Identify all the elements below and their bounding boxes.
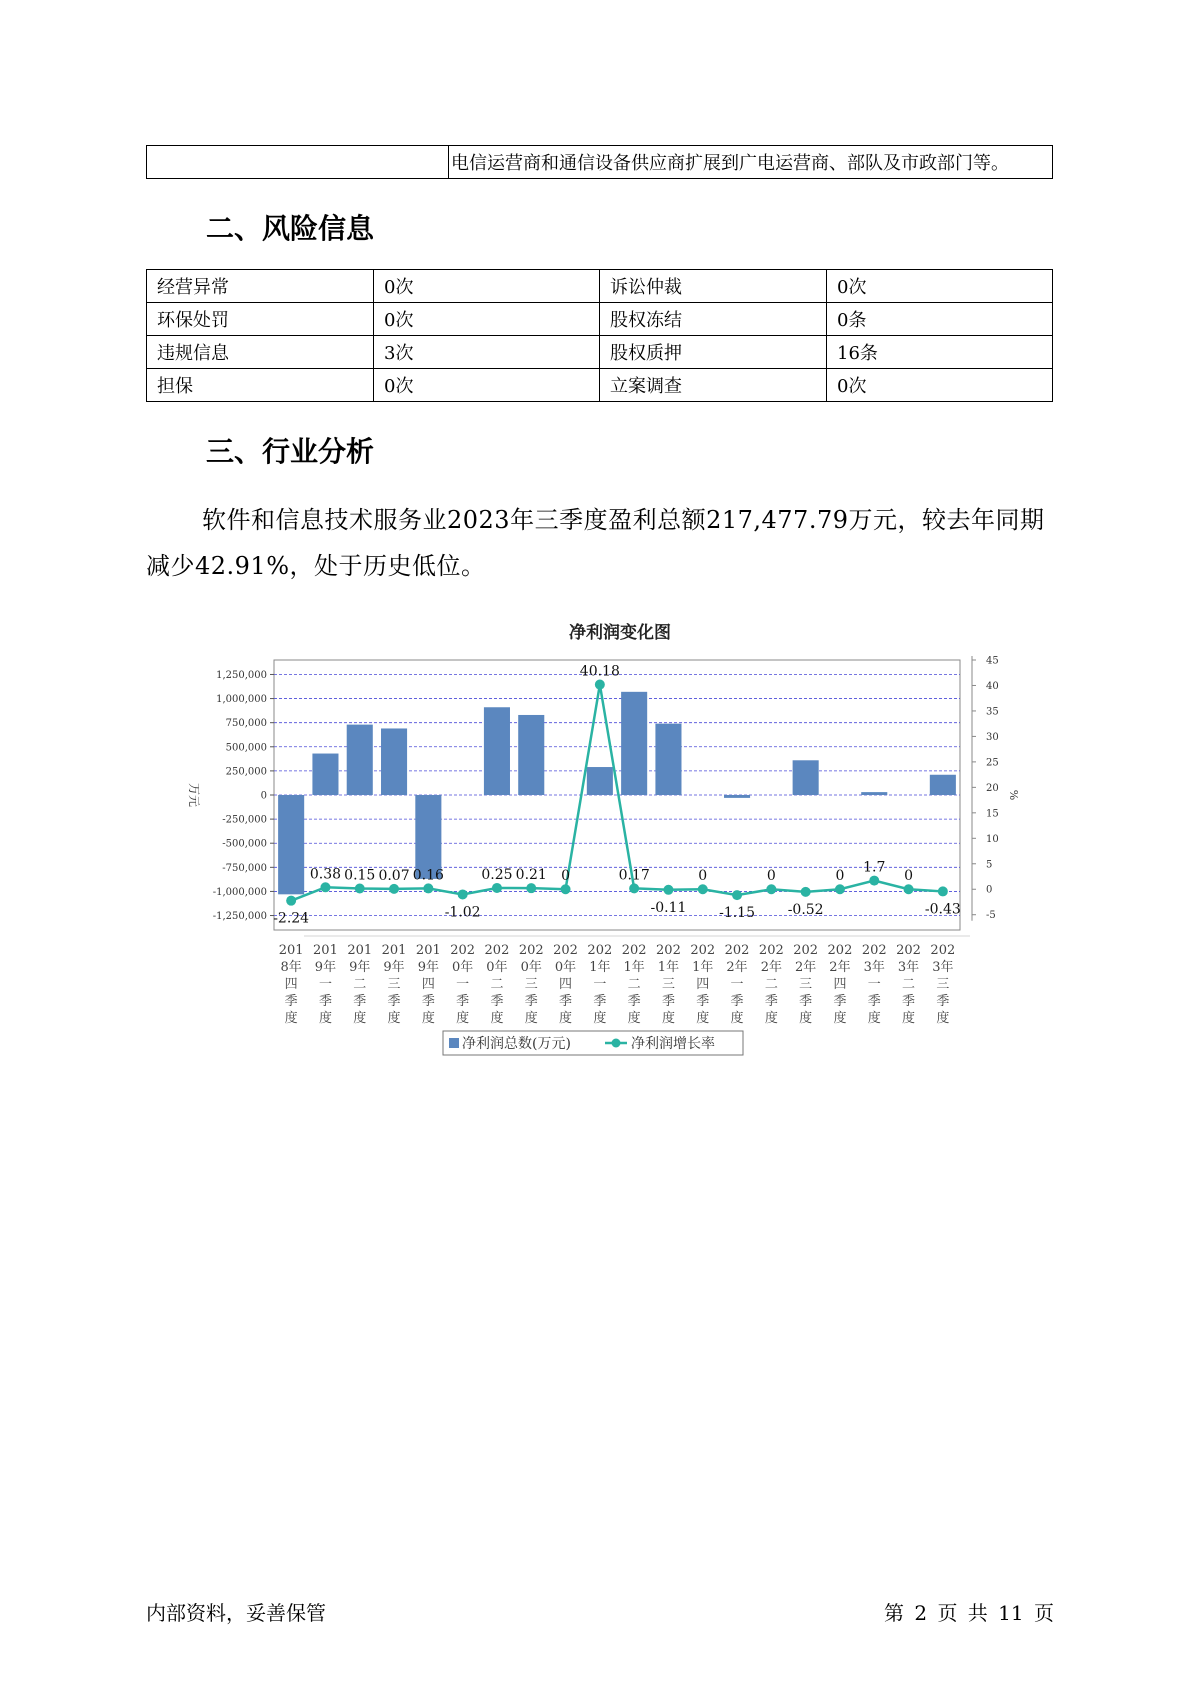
growth-data-label: -0.52 — [787, 901, 824, 918]
bar — [518, 715, 544, 795]
x-tick-label: 三 — [799, 977, 813, 992]
x-tick-label: 度 — [799, 1011, 813, 1026]
growth-data-label: 0.15 — [344, 867, 376, 884]
bar — [930, 775, 956, 795]
x-tick-label: 202 — [724, 943, 750, 958]
x-tick-label: 201 — [313, 943, 338, 958]
x-tick-label: 度 — [833, 1011, 847, 1026]
section-title-industry: 三、行业分析 — [206, 435, 375, 468]
growth-data-label: -0.11 — [650, 899, 687, 916]
y-left-tick-label: -1,000,000 — [212, 886, 267, 898]
x-tick-label: 201 — [347, 943, 373, 958]
growth-data-label: -1.15 — [719, 905, 756, 922]
x-tick-label: 季 — [387, 994, 401, 1009]
chart-title: 净利润变化图 — [569, 623, 671, 643]
x-tick-label: 度 — [867, 1011, 881, 1026]
risk-info-table — [146, 269, 1053, 402]
growth-point — [835, 884, 845, 894]
x-tick-label: 度 — [730, 1011, 744, 1026]
legend-bar-label: 净利润总数(万元) — [462, 1036, 571, 1052]
y-right-tick-label: 15 — [986, 808, 999, 820]
x-tick-label: 度 — [936, 1011, 950, 1026]
growth-data-label: -1.02 — [444, 904, 481, 921]
y-left-tick-label: 1,000,000 — [216, 694, 267, 706]
x-tick-label: 四 — [559, 977, 573, 992]
x-tick-label: 202 — [930, 943, 956, 958]
x-tick-label: 四 — [833, 977, 847, 992]
table-cell — [147, 146, 449, 179]
x-tick-label: 二 — [490, 977, 504, 992]
x-tick-label: 202 — [450, 943, 476, 958]
x-tick-label: 二 — [902, 977, 916, 992]
net-profit-chart — [180, 612, 1060, 1062]
x-tick-label: 三 — [524, 977, 538, 992]
growth-point — [492, 883, 502, 893]
y-left-tick-label: 1,250,000 — [216, 669, 267, 681]
table-cell: 环保处罚 — [147, 303, 374, 336]
x-tick-label: 度 — [456, 1011, 470, 1026]
x-tick-label: 度 — [661, 1011, 675, 1026]
x-tick-label: 1年 — [589, 960, 611, 975]
x-tick-label: 1年 — [657, 960, 680, 975]
growth-point — [595, 680, 605, 690]
x-tick-label: 9年 — [383, 960, 405, 975]
table-cell: 股权冻结 — [600, 303, 827, 336]
x-tick-label: 202 — [553, 943, 578, 958]
x-tick-label: 度 — [593, 1011, 607, 1026]
x-tick-label: 季 — [524, 994, 538, 1009]
y-right-tick-label: 20 — [986, 782, 999, 794]
y-right-tick-label: 10 — [986, 833, 999, 845]
bar — [793, 760, 819, 795]
table-row — [147, 336, 1053, 369]
growth-point — [663, 885, 673, 895]
growth-point — [766, 884, 776, 894]
x-tick-label: 202 — [656, 943, 681, 958]
x-tick-label: 季 — [730, 994, 744, 1009]
growth-point — [458, 889, 468, 899]
x-tick-label: 度 — [696, 1011, 710, 1026]
table-row — [147, 146, 1053, 179]
legend-line-marker — [612, 1039, 621, 1048]
bar — [655, 724, 681, 795]
x-tick-label: 度 — [421, 1011, 435, 1026]
x-tick-label: 1年 — [692, 960, 714, 975]
growth-data-label: 0.38 — [309, 866, 342, 883]
x-tick-label: 201 — [278, 943, 304, 958]
x-tick-label: 季 — [867, 994, 881, 1009]
y-left-tick-label: -1,250,000 — [212, 911, 267, 923]
table-cell: 0次 — [374, 270, 600, 303]
x-tick-label: 季 — [833, 994, 847, 1009]
table-cell: 0次 — [374, 303, 600, 336]
x-tick-label: 201 — [381, 943, 407, 958]
industry-paragraph: 软件和信息技术服务业2023年三季度盈利总额217,477.79万元，较去年同期减少42.91%，处于历史低位。 — [146, 506, 1045, 580]
growth-data-label: 0 — [835, 868, 845, 885]
growth-point — [320, 882, 330, 892]
growth-point — [423, 883, 433, 893]
y-left-tick-label: 0 — [260, 790, 267, 802]
x-tick-label: 季 — [764, 994, 778, 1009]
x-tick-label: 1年 — [623, 960, 645, 975]
x-tick-label: 202 — [587, 943, 613, 958]
growth-data-label: 0 — [766, 868, 776, 885]
x-tick-label: 度 — [764, 1011, 778, 1026]
x-tick-label: 度 — [524, 1011, 538, 1026]
x-tick-label: 度 — [490, 1011, 504, 1026]
table-cell: 股权质押 — [600, 336, 827, 369]
chart-canvas — [180, 612, 1060, 1062]
x-tick-label: 一 — [456, 977, 470, 992]
growth-point — [698, 884, 708, 894]
bar — [381, 728, 407, 795]
growth-point — [526, 883, 536, 893]
bar — [587, 767, 613, 795]
y-right-tick-label: 0 — [986, 884, 993, 896]
x-tick-label: 2年 — [795, 960, 817, 975]
bar — [484, 707, 510, 795]
x-tick-label: 季 — [936, 994, 950, 1009]
x-tick-label: 201 — [415, 943, 441, 958]
legend-bar-swatch — [449, 1038, 459, 1048]
x-tick-label: 2年 — [760, 960, 782, 975]
x-tick-label: 度 — [284, 1011, 298, 1026]
table-cell: 诉讼仲裁 — [600, 270, 827, 303]
bar — [861, 792, 887, 795]
x-tick-label: 二 — [764, 977, 778, 992]
y-left-tick-label: -250,000 — [222, 814, 267, 826]
growth-point — [389, 884, 399, 894]
growth-point — [629, 883, 639, 893]
x-tick-label: 202 — [690, 943, 716, 958]
x-tick-label: 四 — [696, 977, 710, 992]
table-cell: 担保 — [147, 369, 374, 402]
x-tick-label: 季 — [421, 994, 435, 1009]
table-row — [147, 270, 1053, 303]
x-tick-label: 二 — [627, 977, 641, 992]
x-tick-label: 季 — [318, 994, 332, 1009]
table-cell: 0次 — [374, 369, 600, 402]
x-tick-label: 9年 — [314, 960, 337, 975]
y-left-tick-label: -750,000 — [222, 862, 267, 874]
growth-point — [355, 883, 365, 893]
x-tick-label: 202 — [758, 943, 784, 958]
table-cell: 0次 — [827, 369, 1053, 402]
y-right-tick-label: 35 — [986, 706, 999, 718]
growth-data-label: 0 — [561, 868, 571, 885]
x-tick-label: 一 — [318, 977, 332, 992]
x-tick-label: 二 — [353, 977, 367, 992]
table-cell: 0次 — [827, 270, 1053, 303]
x-tick-label: 202 — [861, 943, 887, 958]
growth-data-label: 0.07 — [378, 867, 410, 884]
growth-data-label: 40.18 — [579, 663, 620, 680]
growth-data-label: 0.17 — [618, 867, 650, 884]
growth-data-label: 0.16 — [412, 867, 444, 884]
growth-point — [801, 887, 811, 897]
table-cell: 3次 — [374, 336, 600, 369]
bar — [621, 692, 647, 795]
y-left-tick-label: 250,000 — [225, 766, 267, 778]
table-cell: 经营异常 — [147, 270, 374, 303]
y-right-tick-label: 5 — [986, 859, 993, 871]
bar — [724, 795, 750, 798]
section-title-risk: 二、风险信息 — [206, 212, 375, 245]
growth-point — [904, 884, 914, 894]
x-tick-label: 季 — [627, 994, 641, 1009]
x-tick-label: 2年 — [829, 960, 851, 975]
x-tick-label: 度 — [318, 1011, 332, 1026]
x-tick-label: 3年 — [863, 960, 885, 975]
growth-point — [732, 890, 742, 900]
x-tick-label: 8年 — [280, 960, 302, 975]
growth-data-label: -0.43 — [924, 901, 961, 918]
x-tick-label: 202 — [896, 943, 921, 958]
y-right-tick-label: 45 — [986, 655, 999, 667]
y-right-axis-label: % — [1007, 789, 1020, 801]
bar — [278, 795, 304, 894]
x-tick-label: 2年 — [726, 960, 748, 975]
x-tick-label: 四 — [284, 977, 298, 992]
bar — [312, 754, 338, 795]
growth-point — [938, 886, 948, 896]
x-tick-label: 9年 — [417, 960, 439, 975]
footer-confidential: 内部资料，妥善保管 — [146, 1601, 326, 1625]
bar — [347, 725, 373, 795]
table-row — [147, 303, 1053, 336]
x-tick-label: 三 — [936, 977, 950, 992]
x-tick-label: 三 — [661, 977, 675, 992]
x-tick-label: 0年 — [452, 960, 474, 975]
y-left-tick-label: 750,000 — [225, 718, 267, 730]
x-tick-label: 度 — [627, 1011, 641, 1026]
x-tick-label: 三 — [387, 977, 401, 992]
x-tick-label: 季 — [559, 994, 573, 1009]
table-cell: 违规信息 — [147, 336, 374, 369]
intro-table — [146, 145, 1053, 179]
x-tick-label: 202 — [518, 943, 544, 958]
y-right-tick-label: 30 — [986, 731, 999, 743]
table-row — [147, 369, 1053, 402]
x-tick-label: 度 — [387, 1011, 401, 1026]
footer-page-number: 第 2 页 共 11 页 — [884, 1601, 1054, 1625]
x-tick-label: 季 — [593, 994, 607, 1009]
x-tick-label: 季 — [490, 994, 504, 1009]
growth-data-label: 0.21 — [515, 867, 547, 884]
growth-point — [561, 884, 571, 894]
y-left-tick-label: -500,000 — [222, 838, 267, 850]
growth-data-label: 0 — [698, 868, 708, 885]
table-cell: 16条 — [827, 336, 1053, 369]
x-tick-label: 0年 — [554, 960, 577, 975]
x-tick-label: 四 — [421, 977, 435, 992]
legend-line-label: 净利润增长率 — [631, 1036, 715, 1052]
x-tick-label: 一 — [867, 977, 881, 992]
x-tick-label: 202 — [484, 943, 510, 958]
y-right-tick-label: -5 — [986, 910, 996, 922]
x-tick-label: 202 — [827, 943, 853, 958]
x-tick-label: 202 — [621, 943, 647, 958]
x-tick-label: 一 — [730, 977, 744, 992]
x-tick-label: 季 — [456, 994, 470, 1009]
growth-data-label: 0.25 — [481, 866, 513, 883]
x-tick-label: 3年 — [932, 960, 954, 975]
x-tick-label: 季 — [799, 994, 813, 1009]
x-tick-label: 一 — [593, 977, 607, 992]
x-tick-label: 季 — [353, 994, 367, 1009]
y-left-tick-label: 500,000 — [225, 742, 267, 754]
table-cell: 电信运营商和通信设备供应商扩展到广电运营商、部队及市政部门等。 — [449, 146, 1053, 179]
x-tick-label: 季 — [284, 994, 298, 1009]
growth-data-label: 1.7 — [863, 859, 886, 876]
x-tick-label: 0年 — [520, 960, 542, 975]
x-tick-label: 季 — [696, 994, 710, 1009]
y-right-tick-label: 25 — [986, 757, 999, 769]
x-tick-label: 3年 — [897, 960, 920, 975]
growth-point — [286, 896, 296, 906]
x-tick-label: 度 — [353, 1011, 367, 1026]
x-tick-label: 度 — [559, 1011, 573, 1026]
x-tick-label: 202 — [793, 943, 819, 958]
growth-data-label: -2.24 — [273, 910, 310, 927]
bar — [415, 795, 441, 879]
y-right-tick-label: 40 — [986, 680, 999, 692]
table-cell: 立案调查 — [600, 369, 827, 402]
x-tick-label: 9年 — [349, 960, 371, 975]
table-cell: 0条 — [827, 303, 1053, 336]
x-tick-label: 0年 — [486, 960, 508, 975]
x-tick-label: 季 — [902, 994, 916, 1009]
y-left-axis-label: 万元 — [187, 782, 201, 808]
growth-data-label: 0 — [904, 868, 914, 885]
x-tick-label: 季 — [661, 994, 675, 1009]
growth-point — [869, 876, 879, 886]
x-tick-label: 度 — [902, 1011, 916, 1026]
